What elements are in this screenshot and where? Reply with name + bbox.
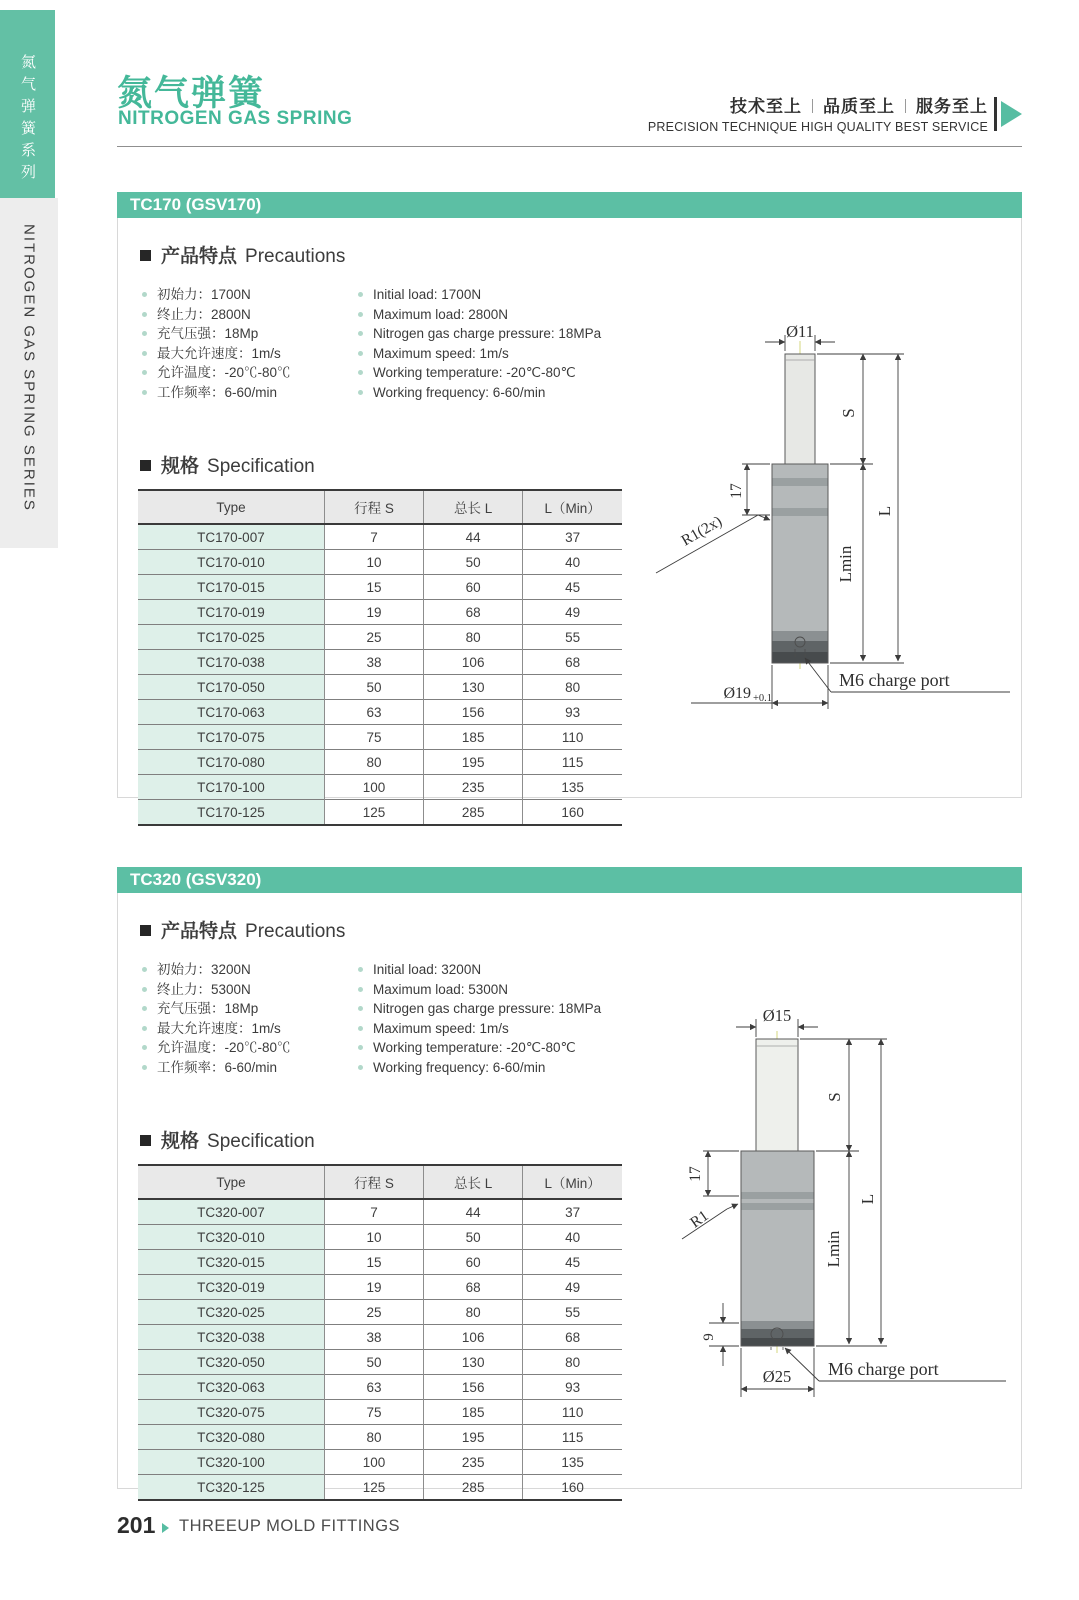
cell-type: TC320-019 <box>138 1275 324 1300</box>
cell-type: TC170-125 <box>138 800 324 826</box>
bullet-dot-icon <box>142 351 147 356</box>
cell-stroke: 15 <box>324 1250 423 1275</box>
cell-type: TC320-025 <box>138 1300 324 1325</box>
cell-stroke: 38 <box>324 1325 423 1350</box>
cell-stroke: 15 <box>324 575 423 600</box>
charge-port-label: M6 charge port <box>839 670 950 690</box>
tagline-separator <box>812 99 813 113</box>
dim-l-label: L <box>875 505 894 517</box>
feature-cn: 最大允许速度：1m/s <box>157 345 281 361</box>
bullet-dot-icon <box>142 1045 147 1050</box>
footer-arrow-icon <box>162 1523 169 1533</box>
cell-length: 44 <box>424 524 523 550</box>
cell-lmin: 55 <box>523 625 622 650</box>
cell-lmin: 68 <box>523 1325 622 1350</box>
bullet-dot-icon <box>358 331 363 336</box>
bullet-dot-icon <box>142 1065 147 1070</box>
cell-lmin: 49 <box>523 600 622 625</box>
cell-stroke: 125 <box>324 800 423 826</box>
feature-cn: 允许温度：-20℃-80℃ <box>157 365 291 380</box>
spec-row <box>138 700 622 725</box>
cell-stroke: 19 <box>324 1275 423 1300</box>
feature-en: Working temperature: -20℃-80℃ <box>373 1040 576 1055</box>
radius-label: R1 <box>687 1207 712 1232</box>
spec-row <box>138 1325 622 1350</box>
charge-port-label: M6 charge port <box>828 1359 939 1379</box>
feature-en: Nitrogen gas charge pressure: 18MPa <box>373 1001 602 1016</box>
section-tc170 <box>117 192 1022 820</box>
radius-label: R1(2x) <box>678 512 726 550</box>
cell-lmin: 110 <box>523 1400 622 1425</box>
sidebar-series-gray-block <box>0 198 58 548</box>
section-tc320 <box>117 867 1022 1495</box>
spec-row <box>138 1450 622 1475</box>
bullet-dot-icon <box>142 331 147 336</box>
cell-length: 130 <box>424 675 523 700</box>
cell-type: TC170-019 <box>138 600 324 625</box>
cell-stroke: 100 <box>324 775 423 800</box>
cell-length: 106 <box>424 650 523 675</box>
feature-cn: 充气压强：18Mp <box>157 326 259 341</box>
cell-lmin: 45 <box>523 1250 622 1275</box>
bullet-dot-icon <box>358 292 363 297</box>
cell-lmin: 37 <box>523 524 622 550</box>
cell-length: 130 <box>424 1350 523 1375</box>
cell-stroke: 75 <box>324 725 423 750</box>
col-header-lmin: L（Min） <box>523 1165 622 1199</box>
cell-stroke: 7 <box>324 524 423 550</box>
feature-cn: 允许温度：-20℃-80℃ <box>157 1040 291 1055</box>
square-bullet-icon <box>140 1135 151 1146</box>
dim-s-label: S <box>825 1092 844 1102</box>
cell-stroke: 63 <box>324 700 423 725</box>
cell-type: TC170-007 <box>138 524 324 550</box>
bullet-dot-icon <box>358 351 363 356</box>
feature-cn: 工作频率：6-60/min <box>157 1059 278 1075</box>
cell-length: 60 <box>424 575 523 600</box>
spec-row <box>138 750 622 775</box>
sidebar-series-teal-block <box>0 10 55 198</box>
feature-en: Initial load: 1700N <box>373 287 482 302</box>
spec-row <box>138 575 622 600</box>
col-header-stroke: 行程 S <box>324 1165 423 1199</box>
cell-lmin: 45 <box>523 575 622 600</box>
cell-lmin: 40 <box>523 1225 622 1250</box>
dim-17-label: 17 <box>687 1166 704 1182</box>
cell-stroke: 75 <box>324 1400 423 1425</box>
cell-lmin: 110 <box>523 725 622 750</box>
cell-stroke: 10 <box>324 550 423 575</box>
cell-length: 235 <box>424 1450 523 1475</box>
spec-row <box>138 524 622 550</box>
tagline-part: 技术至上 <box>730 97 802 116</box>
feature-cn: 充气压强：18Mp <box>157 1001 259 1016</box>
feature-en: Working temperature: -20℃-80℃ <box>373 365 576 380</box>
feature-cn: 最大允许速度：1m/s <box>157 1020 281 1036</box>
cell-length: 185 <box>424 725 523 750</box>
cell-length: 50 <box>424 550 523 575</box>
section-tc320-band-title: TC320 (GSV320) <box>117 867 1022 893</box>
square-bullet-icon <box>140 250 151 261</box>
cell-type: TC170-050 <box>138 675 324 700</box>
cell-length: 44 <box>424 1199 523 1225</box>
header-tagline <box>600 92 988 134</box>
tc320-spec-table <box>138 1164 622 1501</box>
page-title-cn: 氮气弹簧 <box>117 74 266 113</box>
cell-lmin: 135 <box>523 1450 622 1475</box>
rod-diameter-label: Ø11 <box>786 322 814 341</box>
feature-en: Working frequency: 6-60/min <box>373 1059 546 1075</box>
tagline-separator <box>905 99 906 113</box>
cell-type: TC170-038 <box>138 650 324 675</box>
tagline-en: PRECISION TECHNIQUE HIGH QUALITY BEST SERVICE <box>647 120 988 134</box>
cell-lmin: 93 <box>523 700 622 725</box>
base-height-label: 9 <box>701 1333 717 1341</box>
base-diameter-tolerance: +0.1 <box>753 693 773 704</box>
cell-stroke: 25 <box>324 625 423 650</box>
gas-spring-body-tc170 <box>772 341 828 669</box>
cell-length: 195 <box>424 750 523 775</box>
spec-row <box>138 1400 622 1425</box>
cell-type: TC320-010 <box>138 1225 324 1250</box>
cell-stroke: 100 <box>324 1450 423 1475</box>
bullet-dot-icon <box>142 967 147 972</box>
cell-stroke: 80 <box>324 1425 423 1450</box>
spec-row <box>138 1199 622 1225</box>
bullet-dot-icon <box>358 967 363 972</box>
sidebar-series-en: NITROGEN GAS SPRING SERIES <box>20 224 38 512</box>
cell-type: TC320-125 <box>138 1475 324 1501</box>
spec-row <box>138 550 622 575</box>
header-vertical-bar <box>994 97 997 131</box>
feature-cn: 终止力：5300N <box>157 981 251 997</box>
cell-length: 106 <box>424 1325 523 1350</box>
bullet-dot-icon <box>358 1026 363 1031</box>
section-tc170-band-title: TC170 (GSV170) <box>117 192 1022 218</box>
cell-stroke: 63 <box>324 1375 423 1400</box>
spec-row <box>138 775 622 800</box>
cell-type: TC170-100 <box>138 775 324 800</box>
bullet-dot-icon <box>142 987 147 992</box>
feature-cn: 工作频率：6-60/min <box>157 384 278 400</box>
cell-type: TC170-025 <box>138 625 324 650</box>
cell-type: TC320-015 <box>138 1250 324 1275</box>
bullet-dot-icon <box>142 1006 147 1011</box>
tagline-part: 服务至上 <box>916 97 988 116</box>
spec-row <box>138 1375 622 1400</box>
spec-row <box>138 625 622 650</box>
cell-length: 156 <box>424 700 523 725</box>
cell-type: TC320-100 <box>138 1450 324 1475</box>
cell-length: 68 <box>424 1275 523 1300</box>
cell-type: TC320-050 <box>138 1350 324 1375</box>
tc320-spec-heading: 规格 Specification <box>140 1126 315 1153</box>
cell-length: 235 <box>424 775 523 800</box>
cell-length: 60 <box>424 1250 523 1275</box>
feature-en: Maximum load: 5300N <box>373 981 509 997</box>
cell-length: 68 <box>424 600 523 625</box>
tc320-drawing <box>631 971 1021 1461</box>
feature-cn: 初始力：3200N <box>157 962 251 977</box>
feature-cn: 初始力：1700N <box>157 287 251 302</box>
cell-lmin: 55 <box>523 1300 622 1325</box>
tc170-drawing <box>651 281 1021 791</box>
feature-en: Maximum speed: 1m/s <box>373 1020 509 1036</box>
cell-lmin: 80 <box>523 675 622 700</box>
dim-l-label: L <box>858 1193 877 1205</box>
spec-row <box>138 1225 622 1250</box>
square-bullet-icon <box>140 925 151 936</box>
cell-stroke: 19 <box>324 600 423 625</box>
cell-stroke: 50 <box>324 675 423 700</box>
dimension-lines <box>682 1019 1006 1397</box>
dim-lmin-label: Lmin <box>836 545 855 583</box>
cell-stroke: 7 <box>324 1199 423 1225</box>
feature-en: Maximum load: 2800N <box>373 306 509 322</box>
footer-company-text: THREEUP MOLD FITTINGS <box>179 1517 401 1535</box>
cell-length: 80 <box>424 1300 523 1325</box>
bullet-dot-icon <box>142 370 147 375</box>
cell-type: TC320-038 <box>138 1325 324 1350</box>
cell-lmin: 49 <box>523 1275 622 1300</box>
col-header-length: 总长 L <box>424 490 523 524</box>
cell-lmin: 80 <box>523 1350 622 1375</box>
cell-stroke: 50 <box>324 1350 423 1375</box>
tagline-cn <box>600 92 988 117</box>
cell-lmin: 135 <box>523 775 622 800</box>
page-title-en: NITROGEN GAS SPRING <box>118 108 353 129</box>
cell-lmin: 40 <box>523 550 622 575</box>
cell-stroke: 25 <box>324 1300 423 1325</box>
col-header-length: 总长 L <box>424 1165 523 1199</box>
col-header-type: Type <box>138 1165 324 1199</box>
cell-stroke: 125 <box>324 1475 423 1501</box>
tc320-precautions-heading: 产品特点 Precautions <box>140 916 345 943</box>
feature-en: Maximum speed: 1m/s <box>373 345 509 361</box>
cell-length: 50 <box>424 1225 523 1250</box>
cell-lmin: 93 <box>523 1375 622 1400</box>
tagline-part: 品质至上 <box>823 97 895 116</box>
feature-cn: 终止力：2800N <box>157 306 251 322</box>
bullet-dot-icon <box>358 390 363 395</box>
spec-row <box>138 650 622 675</box>
spec-header-row <box>138 1165 622 1199</box>
header-rule <box>117 146 1022 147</box>
spec-row <box>138 1425 622 1450</box>
feature-en: Initial load: 3200N <box>373 962 482 977</box>
spec-row <box>138 675 622 700</box>
cell-stroke: 10 <box>324 1225 423 1250</box>
spec-row <box>138 1300 622 1325</box>
header-arrow-icon <box>1001 101 1022 127</box>
cell-type: TC170-075 <box>138 725 324 750</box>
base-diameter-label: Ø25 <box>762 1367 792 1386</box>
cell-type: TC320-075 <box>138 1400 324 1425</box>
dim-lmin-label: Lmin <box>824 1230 843 1268</box>
bullet-dot-icon <box>358 987 363 992</box>
cell-stroke: 38 <box>324 650 423 675</box>
dim-17-label: 17 <box>728 483 745 499</box>
cell-lmin: 160 <box>523 1475 622 1501</box>
cell-type: TC320-080 <box>138 1425 324 1450</box>
bullet-dot-icon <box>358 312 363 317</box>
cell-type: TC170-080 <box>138 750 324 775</box>
col-header-lmin: L（Min） <box>523 490 622 524</box>
cell-length: 285 <box>424 800 523 826</box>
bullet-dot-icon <box>142 292 147 297</box>
spec-row <box>138 800 622 826</box>
bullet-dot-icon <box>358 1065 363 1070</box>
cell-type: TC320-007 <box>138 1199 324 1225</box>
bullet-dot-icon <box>142 312 147 317</box>
bullet-dot-icon <box>358 1045 363 1050</box>
cell-length: 285 <box>424 1475 523 1501</box>
sidebar-series-cn: 氮气弹簧系列 <box>19 54 36 186</box>
dim-s-label: S <box>839 408 858 418</box>
col-header-stroke: 行程 S <box>324 490 423 524</box>
spec-row <box>138 1275 622 1300</box>
spec-row <box>138 725 622 750</box>
bullet-dot-icon <box>358 1006 363 1011</box>
cell-type: TC170-063 <box>138 700 324 725</box>
cell-length: 156 <box>424 1375 523 1400</box>
tc170-spec-table <box>138 489 622 826</box>
bullet-dot-icon <box>142 1026 147 1031</box>
cell-lmin: 37 <box>523 1199 622 1225</box>
cell-length: 185 <box>424 1400 523 1425</box>
spec-row <box>138 1350 622 1375</box>
tc170-spec-heading: 规格 Specification <box>140 451 315 478</box>
cell-lmin: 68 <box>523 650 622 675</box>
cell-lmin: 115 <box>523 1425 622 1450</box>
bullet-dot-icon <box>142 390 147 395</box>
spec-header-row <box>138 490 622 524</box>
feature-en: Working frequency: 6-60/min <box>373 384 546 400</box>
spec-row <box>138 600 622 625</box>
page-number: 201 <box>117 1512 156 1538</box>
tc170-precautions-heading: 产品特点 Precautions <box>140 241 345 268</box>
bullet-dot-icon <box>358 370 363 375</box>
cell-type: TC170-010 <box>138 550 324 575</box>
cell-length: 80 <box>424 625 523 650</box>
cell-lmin: 160 <box>523 800 622 826</box>
cell-length: 195 <box>424 1425 523 1450</box>
gas-spring-body-tc320 <box>741 1031 814 1353</box>
feature-en: Nitrogen gas charge pressure: 18MPa <box>373 326 602 341</box>
base-diameter-label: Ø19 <box>723 685 751 702</box>
cell-type: TC320-063 <box>138 1375 324 1400</box>
square-bullet-icon <box>140 460 151 471</box>
spec-row <box>138 1250 622 1275</box>
cell-lmin: 115 <box>523 750 622 775</box>
rod-diameter-label: Ø15 <box>762 1006 792 1025</box>
col-header-type: Type <box>138 490 324 524</box>
spec-row <box>138 1475 622 1501</box>
cell-type: TC170-015 <box>138 575 324 600</box>
cell-stroke: 80 <box>324 750 423 775</box>
